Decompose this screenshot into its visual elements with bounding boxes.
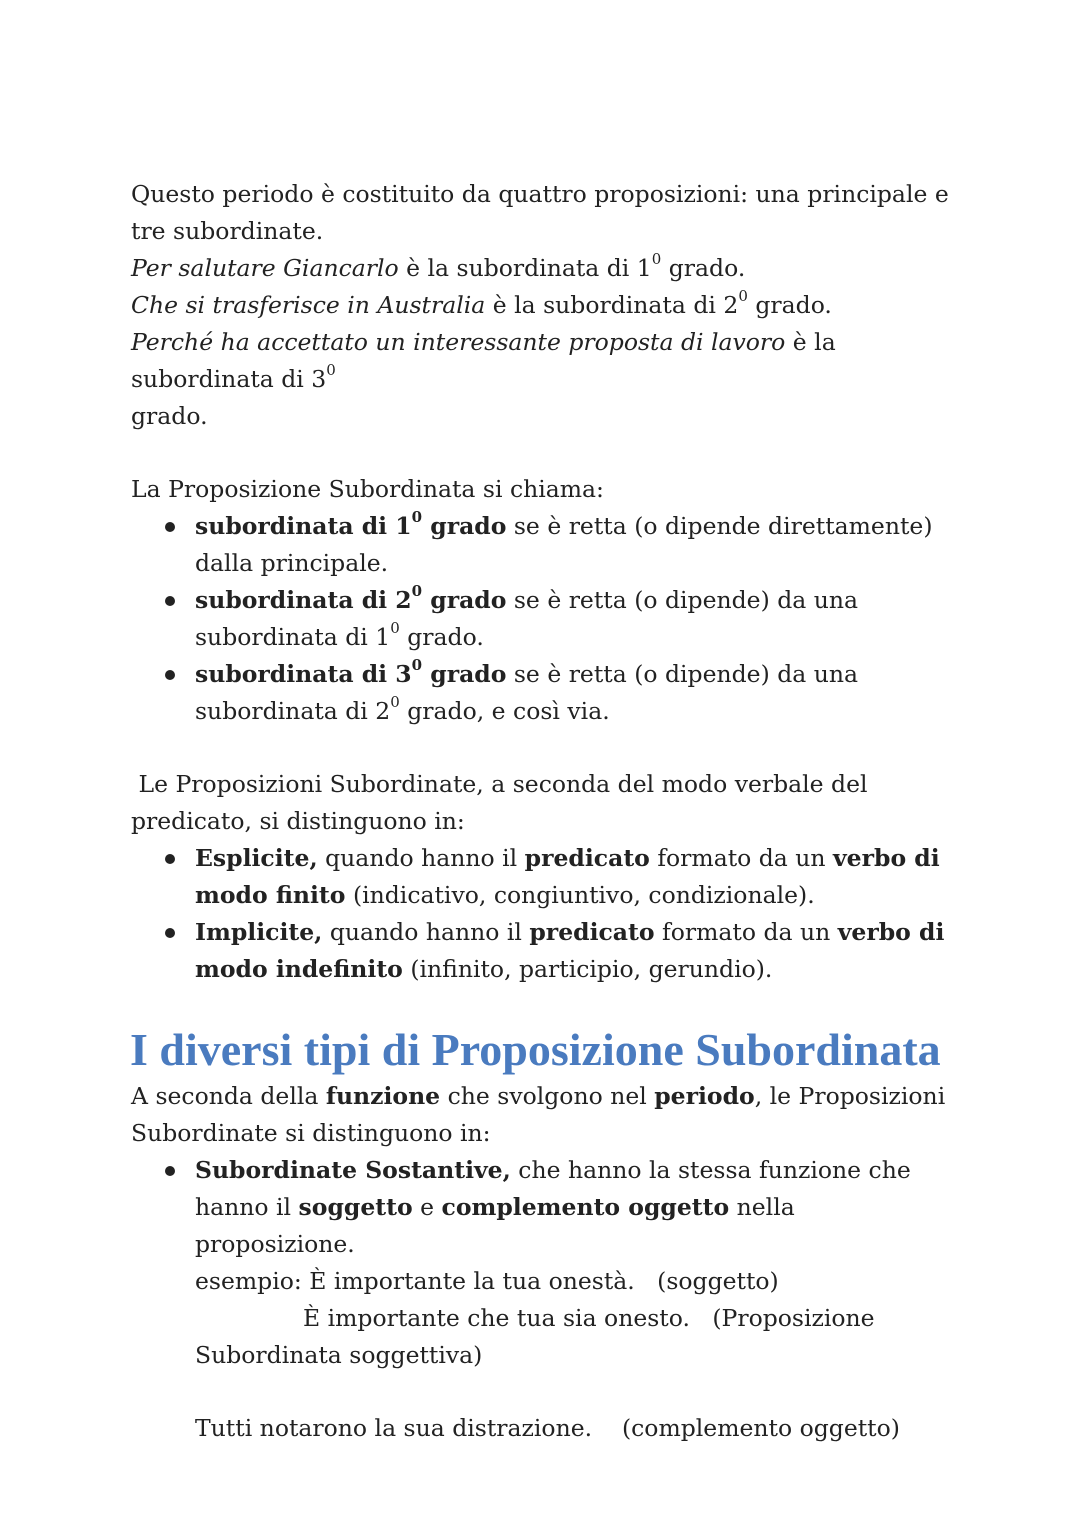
grade-item-3 xyxy=(195,656,961,730)
section-heading: I diversi tipi di Proposizione Subordinata xyxy=(130,1024,941,1075)
grade-text: se è retta (o dipende) da una subordinata di 2 xyxy=(195,660,859,725)
types-list xyxy=(131,1152,961,1263)
degree-sup: 0 xyxy=(738,287,748,306)
section-lead xyxy=(131,1078,961,1152)
type-text: che hanno la stessa funzione che hanno il xyxy=(195,1156,911,1221)
type-text: nella proposizione. xyxy=(195,1193,795,1258)
degree-sup: 0 xyxy=(390,619,400,638)
example-italic: Per salutare Giancarlo xyxy=(131,254,399,282)
degree-sup: 0 xyxy=(651,250,662,269)
examples-block xyxy=(131,1263,961,1447)
mode-text: (indicativo, congiuntivo, condizionale). xyxy=(345,881,815,909)
grade-item-2 xyxy=(195,582,961,656)
mode-item-2 xyxy=(195,914,961,988)
example-line-1 xyxy=(131,250,961,287)
example-end: grado. xyxy=(747,291,832,319)
example-line-2 xyxy=(131,287,961,324)
degree-sup: 0 xyxy=(411,582,423,601)
mode-bold: Implicite, xyxy=(195,918,323,946)
type-text: e xyxy=(412,1193,442,1221)
mode-text: quando hanno il xyxy=(322,918,530,946)
mode-bold: verbo di modo finito xyxy=(195,844,940,909)
modes-lead: Le Proposizioni Subordinate, a seconda del modo verbale del predicato, si distinguono in: xyxy=(131,770,876,835)
lead-text: che svolgono nel xyxy=(440,1082,655,1110)
lead-bold: periodo xyxy=(654,1082,755,1110)
grade-text: grado, e così via. xyxy=(399,697,610,725)
grade-text: se è retta (o dipende direttamente) dalla principale. xyxy=(195,512,933,577)
mode-bold: predicato xyxy=(524,844,650,872)
mode-text: (infinito, participio, gerundio). xyxy=(402,955,773,983)
grades-lead: La Proposizione Subordinata si chiama: xyxy=(131,475,604,503)
type-bold: complemento oggetto xyxy=(441,1193,730,1221)
example-text: è la subordinata di 1 xyxy=(398,254,652,282)
grade-bold: grado xyxy=(422,660,507,688)
example-text: è la subordinata di 2 xyxy=(485,291,739,319)
degree-sup: 0 xyxy=(390,693,400,712)
example-soggettiva-cont: Subordinata soggettiva) xyxy=(195,1341,483,1369)
example-soggetto: esempio: È importante la tua onestà. (soggetto) xyxy=(195,1267,779,1295)
example-line-3 xyxy=(131,324,961,435)
lead-text: A seconda della xyxy=(131,1082,326,1110)
grade-item-1 xyxy=(195,508,961,582)
example-italic: Perché ha accettato un interessante proposta di lavoro xyxy=(131,328,786,356)
mode-bold: predicato xyxy=(529,918,655,946)
intro-paragraph: Questo periodo è costituito da quattro proposizioni: una principale e tre subordinate. xyxy=(131,180,949,245)
modes-list xyxy=(131,840,961,988)
example-end: grado. xyxy=(661,254,746,282)
mode-text: quando hanno il xyxy=(317,844,525,872)
grade-bold: subordinata di 1 xyxy=(195,512,412,540)
grade-bold: subordinata di 3 xyxy=(195,660,412,688)
degree-sup: 0 xyxy=(411,656,423,675)
type-item-sostantive xyxy=(195,1152,961,1263)
mode-bold: verbo di modo indefinito xyxy=(195,918,945,983)
grade-text: se è retta (o dipende) da una subordinata di 1 xyxy=(195,586,859,651)
grade-bold: subordinata di 2 xyxy=(195,586,412,614)
example-complemento: Tutti notarono la sua distrazione. (complemento oggetto) xyxy=(195,1414,900,1442)
degree-sup: 0 xyxy=(326,361,336,380)
document-body xyxy=(131,176,961,1447)
grade-bold: grado xyxy=(422,586,507,614)
lead-bold: funzione xyxy=(325,1082,441,1110)
lead-text: , le Proposizioni Subordinate si distinguono in: xyxy=(131,1082,946,1147)
example-italic: Che si trasferisce in Australia xyxy=(131,291,486,319)
grades-list xyxy=(131,508,961,730)
degree-sup: 0 xyxy=(411,508,423,527)
grade-bold: grado xyxy=(422,512,507,540)
type-bold: Subordinate Sostantive, xyxy=(195,1156,511,1184)
grade-text: grado. xyxy=(399,623,484,651)
mode-text: formato da un xyxy=(654,918,838,946)
mode-item-1 xyxy=(195,840,961,914)
example-soggettiva: È importante che tua sia onesto. (Proposizione xyxy=(303,1304,875,1332)
mode-bold: Esplicite, xyxy=(195,844,318,872)
example-text: è la subordinata di 3 xyxy=(131,328,836,393)
type-bold: soggetto xyxy=(298,1193,413,1221)
mode-text: formato da un xyxy=(649,844,834,872)
example-end: grado. xyxy=(131,402,208,430)
